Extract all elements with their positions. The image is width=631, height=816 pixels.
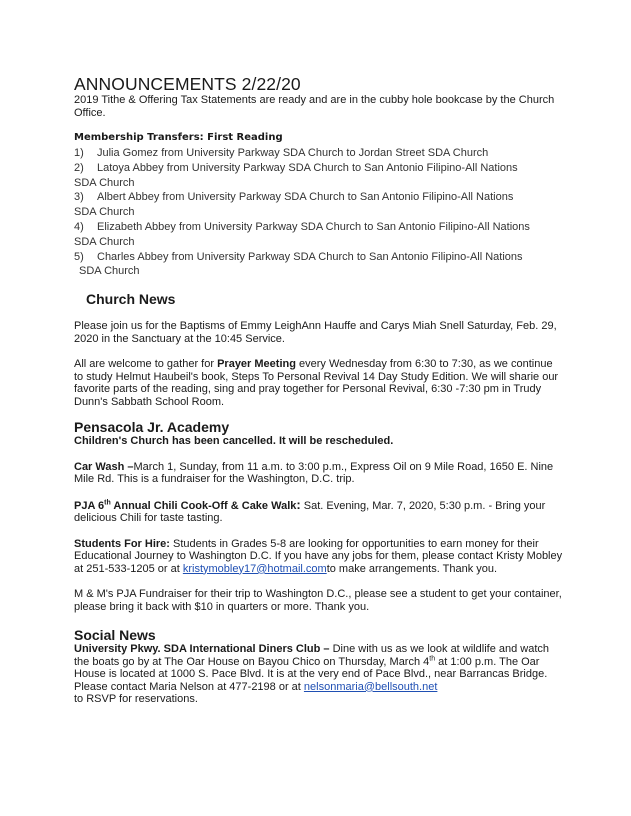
kristy-email-link[interactable]: kristymobley17@hotmail.com [182,562,327,575]
maria-email-link[interactable]: nelsonmaria@bellsouth.net [303,680,438,693]
document-page [74,74,564,706]
membership-heading: Membership Transfers: First Reading [74,132,283,143]
list-item: 3) Albert Abbey from University Parkway SDA Church to San Antonio Filipino-All Nations [74,191,514,204]
list-item: 2) Latoya Abbey from University Parkway SDA Church to San Antonio Filipino-All Nations [74,161,518,174]
list-item-continuation: SDA Church [74,176,135,189]
list-item-continuation: SDA Church [74,235,135,248]
membership-list [74,146,564,279]
list-item-continuation: SDA Church [79,265,140,278]
list-item-continuation: SDA Church [74,206,135,219]
mms-fundraiser-notice: M & M's PJA Fundraiser for their trip to Washington D.C., please see a student to get your container, please bring it back with $10 in quarters or more. Thank you. [74,588,562,613]
page-title: ANNOUNCEMENTS 2/22/20 [74,74,301,94]
tax-statements-notice: 2019 Tithe & Offering Tax Statements are ready and are in the cubby hole bookcase by the Church Office. [74,94,555,119]
childrens-church-notice: Children's Church has been cancelled. It will be rescheduled. [74,435,394,448]
pja-heading: Pensacola Jr. Academy [74,419,230,436]
students-for-hire-notice: Students For Hire: Students in Grades 5-8 are looking for opportunities to earn money for their Educational Journey to Washington D.C. If you have any jobs for them, please contact Kristy Mobley at 251-533-1205 or at kristymobley17@hotmail.comto make arrangements. Thank you. [74,537,563,575]
social-news-heading: Social News [74,627,156,644]
diners-club-notice: University Pkwy. SDA International Diners Club – Dine with us as we look at wildlife and watch the boats go by at The Oar House on Bayou Chico on Thursday, March 4th at 1:00 p.m. The Oar House is located at 1000 S. Pace Blvd. It is at the very end of Pace Blvd., near Barrancas Bridge. Please contact Maria Nelson at 477-2198 or at nelsonmaria@bellsouth.net to RSVP for reservations. [74,643,550,706]
car-wash-notice: Car Wash –March 1, Sunday, from 11 a.m. to 3:00 p.m., Express Oil on 9 Mile Road, 1650 E. Nine Mile Rd. This is a fundraiser for the Washington, D.C. trip. [74,460,554,486]
prayer-meeting-notice: All are welcome to gather for Prayer Meeting every Wednesday from 6:30 to 7:30, as we continue to study Helmut Haubeil's book, Steps To Personal Revival 14 Day Study Edition. We will sharie our favorite parts of the reading, sing and pray together for Personal Revival, 6:30 -7:30 pm in Trudy Dunn's Sabbath School Room. [74,358,559,408]
list-item: 5) Charles Abbey from University Parkway SDA Church to San Antonio Filipino-All Nations [74,250,523,263]
list-item: 1) Julia Gomez from University Parkway SDA Church to Jordan Street SDA Church [74,147,489,159]
chili-cookoff-notice: PJA 6th Annual Chili Cook-Off & Cake Walk: Sat. Evening, Mar. 7, 2020, 5:30 p.m. - Bring your delicious Chili for taste tasting. [74,496,546,525]
baptism-notice: Please join us for the Baptisms of Emmy LeighAnn Hauffe and Carys Miah Snell Saturday, Feb. 29, 2020 in the Sanctuary at the 10:45 Service. [74,320,557,345]
list-item: 4) Elizabeth Abbey from University Parkway SDA Church to San Antonio Filipino-All Nations [74,220,530,233]
church-news-heading: Church News [86,291,176,308]
